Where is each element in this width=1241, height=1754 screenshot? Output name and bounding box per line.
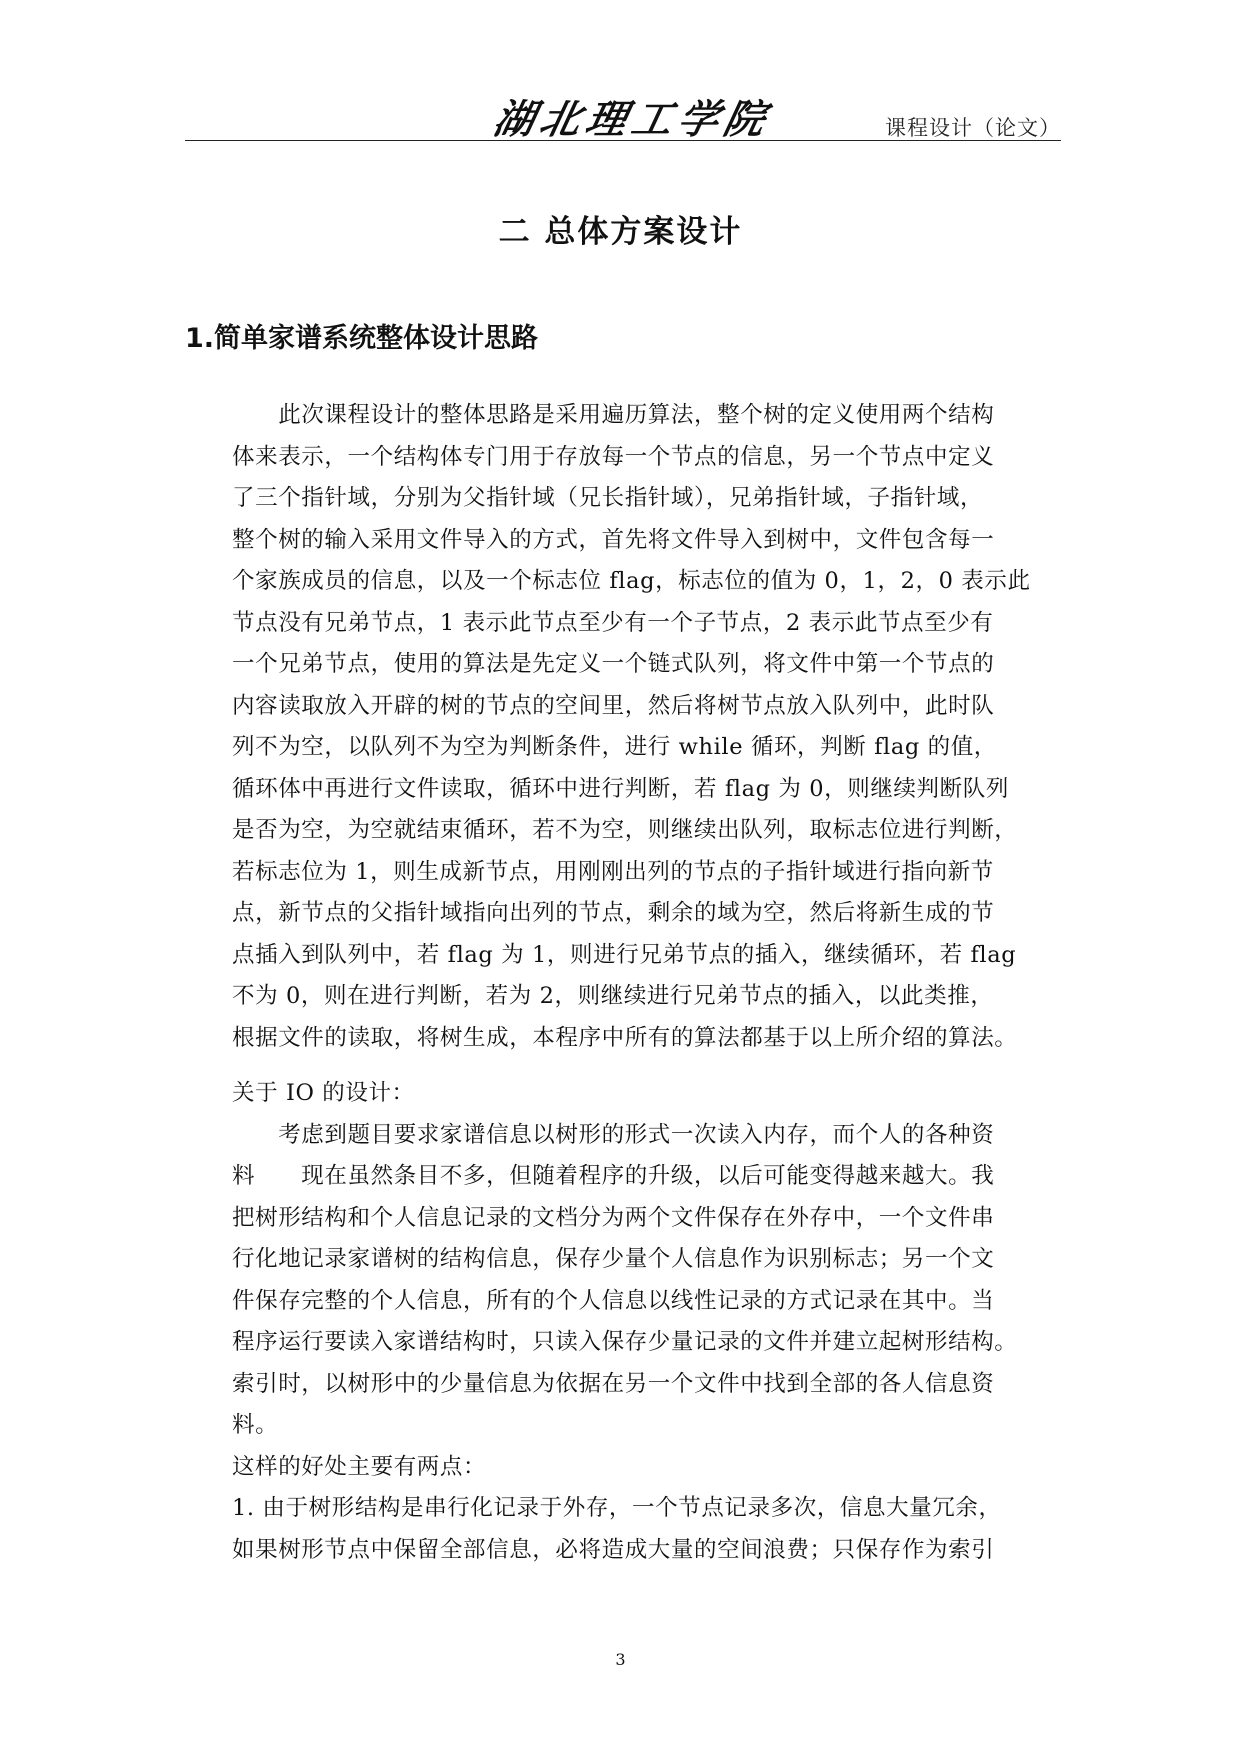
text-line: 整个树的输入采用文件导入的方式，首先将文件导入到树中，文件包含每一: [232, 526, 995, 553]
page-header: [185, 88, 1061, 141]
io-heading: 关于 IO 的设计：: [232, 1080, 415, 1106]
benefits-intro: 这样的好处主要有两点：: [232, 1453, 487, 1480]
text-line: 体来表示，一个结构体专门用于存放每一个节点的信息，另一个节点中定义: [232, 443, 995, 470]
text-line: 若标志位为 1，则生成新节点，用刚刚出列的节点的子指针域进行指向新节: [232, 858, 994, 885]
text-line: 件保存完整的个人信息，所有的个人信息以线性记录的方式记录在其中。当: [232, 1287, 995, 1314]
document-type: 课程设计（论文）: [885, 116, 1061, 140]
text-line: 点，新节点的父指针域指向出列的节点，剩余的域为空，然后将新生成的节: [232, 900, 995, 926]
page-number: 3: [615, 1650, 626, 1669]
text-line: 考虑到题目要求家谱信息以树形的形式一次读入内存，而个人的各种资: [232, 1121, 995, 1148]
text-line: 节点没有兄弟节点，1 表示此节点至少有一个子节点，2 表示此节点至少有: [232, 609, 994, 636]
text-line: 把树形结构和个人信息记录的文档分为两个文件保存在外存中，一个文件串: [232, 1204, 995, 1231]
text-line: 如果树形节点中保留全部信息，必将造成大量的空间浪费；只保存作为索引: [232, 1536, 995, 1563]
text-line: 个家族成员的信息，以及一个标志位 flag，标志位的值为 0，1，2，0 表示此: [232, 568, 1031, 594]
text-line: 是否为空，为空就结束循环，若不为空，则继续出队列，取标志位进行判断，: [232, 817, 1018, 843]
text-line: 点插入到队列中，若 flag 为 1，则进行兄弟节点的插入，继续循环，若 flag: [232, 941, 1017, 968]
text-line: 程序运行要读入家谱结构时，只读入保存少量记录的文件并建立起树形结构。: [232, 1329, 1018, 1355]
body-text: [232, 395, 1062, 1571]
text-line: 循环体中再进行文件读取，循环中进行判断，若 flag 为 0，则继续判断队列: [232, 775, 1009, 802]
paragraph-io-design: [232, 1115, 1062, 1447]
school-logo: 湖北理工学院: [489, 96, 776, 143]
text-line: 料。: [232, 1412, 279, 1438]
text-line: 不为 0，则在进行判断，若为 2，则继续进行兄弟节点的插入，以此类推，: [232, 983, 994, 1009]
text-line: 此次课程设计的整体思路是采用遍历算法，整个树的定义使用两个结构: [232, 402, 995, 428]
text-line: 了三个指针域，分别为父指针域（兄长指针域），兄弟指针域，子指针域，: [232, 485, 984, 511]
text-line: 索引时，以树形中的少量信息为依据在另一个文件中找到全部的各人信息资: [232, 1370, 995, 1397]
paragraph-design-idea: [232, 395, 1062, 1059]
text-line: 1. 由于树形结构是串行化记录于外存，一个节点记录多次，信息大量冗余，: [232, 1495, 1002, 1521]
text-line: 内容读取放入开辟的树的节点的空间里，然后将树节点放入队列中，此时队: [232, 692, 995, 719]
chapter-title: 二 总体方案设计: [498, 214, 743, 250]
text-line: 一个兄弟节点，使用的算法是先定义一个链式队列，将文件中第一个节点的: [232, 651, 995, 677]
section-title: 1.简单家谱系统整体设计思路: [185, 323, 539, 354]
text-line: 根据文件的读取，将树生成，本程序中所有的算法都基于以上所介绍的算法。: [232, 1024, 1018, 1051]
text-line: 行化地记录家谱树的结构信息，保存少量个人信息作为识别标志；另一个文: [232, 1246, 995, 1272]
benefit-item-1: [232, 1488, 1062, 1571]
text-line: 列不为空，以队列不为空为判断条件，进行 while 循环，判断 flag 的值，: [232, 734, 997, 760]
text-line: 料 现在虽然条目不多，但随着程序的升级，以后可能变得越来越大。我: [232, 1163, 995, 1189]
